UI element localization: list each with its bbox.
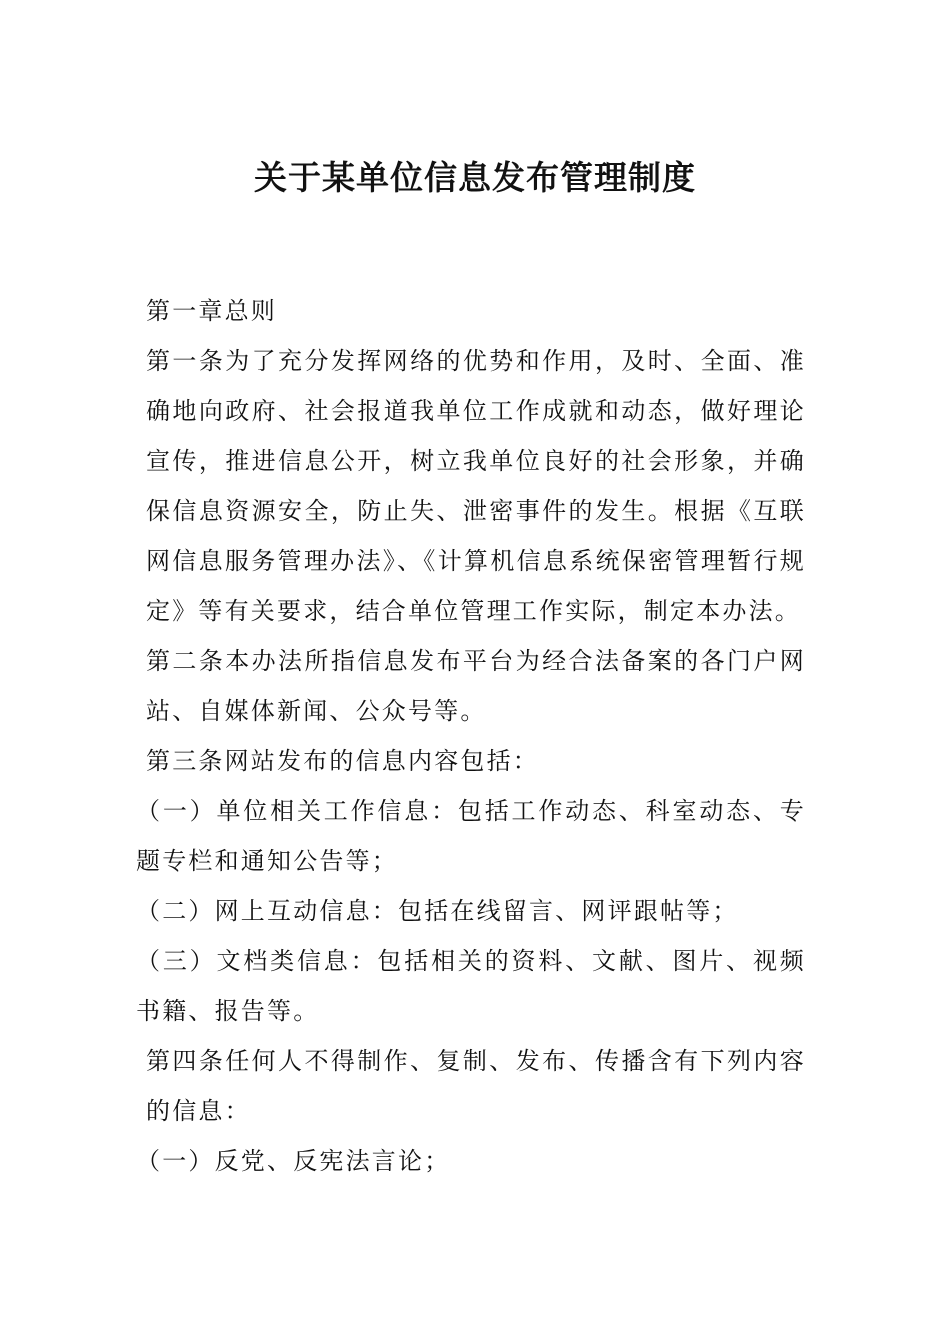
article-3-paragraph: 第三条网站发布的信息内容包括：: [146, 747, 539, 775]
article-4-item-1: （一）反党、反宪法言论；: [136, 1147, 451, 1175]
document-body: [136, 286, 806, 1186]
article-4-paragraph: 第四条任何人不得制作、复制、发布、传播含有下列内容的信息：: [146, 1047, 806, 1125]
article-1-paragraph: 第一条为了充分发挥网络的优势和作用，及时、全面、准确地向政府、社会报道我单位工作成就和动态，做好理论宣传，推进信息公开，树立我单位良好的社会形象，并确保信息资源安全，防止失、泄密事件的发生。根据《互联网信息服务管理办法》、《计算机信息系统保密管理暂行规定》等有关要求，结合单位管理工作实际，制定本办法。: [146, 347, 806, 625]
document-title: 关于某单位信息发布管理制度: [254, 158, 696, 197]
article-3-item-2: （二）网上互动信息：包括在线留言、网评跟帖等；: [136, 897, 739, 925]
article-3-item-3: （三）文档类信息：包括相关的资料、文献、图片、视频书籍、报告等。: [136, 947, 806, 1025]
article-3-item-1: （一）单位相关工作信息：包括工作动态、科室动态、专题专栏和通知公告等；: [136, 797, 806, 875]
article-2-paragraph: 第二条本办法所指信息发布平台为经合法备案的各门户网站、自媒体新闻、公众号等。: [146, 647, 806, 725]
chapter-heading: 第一章总则: [146, 297, 277, 325]
